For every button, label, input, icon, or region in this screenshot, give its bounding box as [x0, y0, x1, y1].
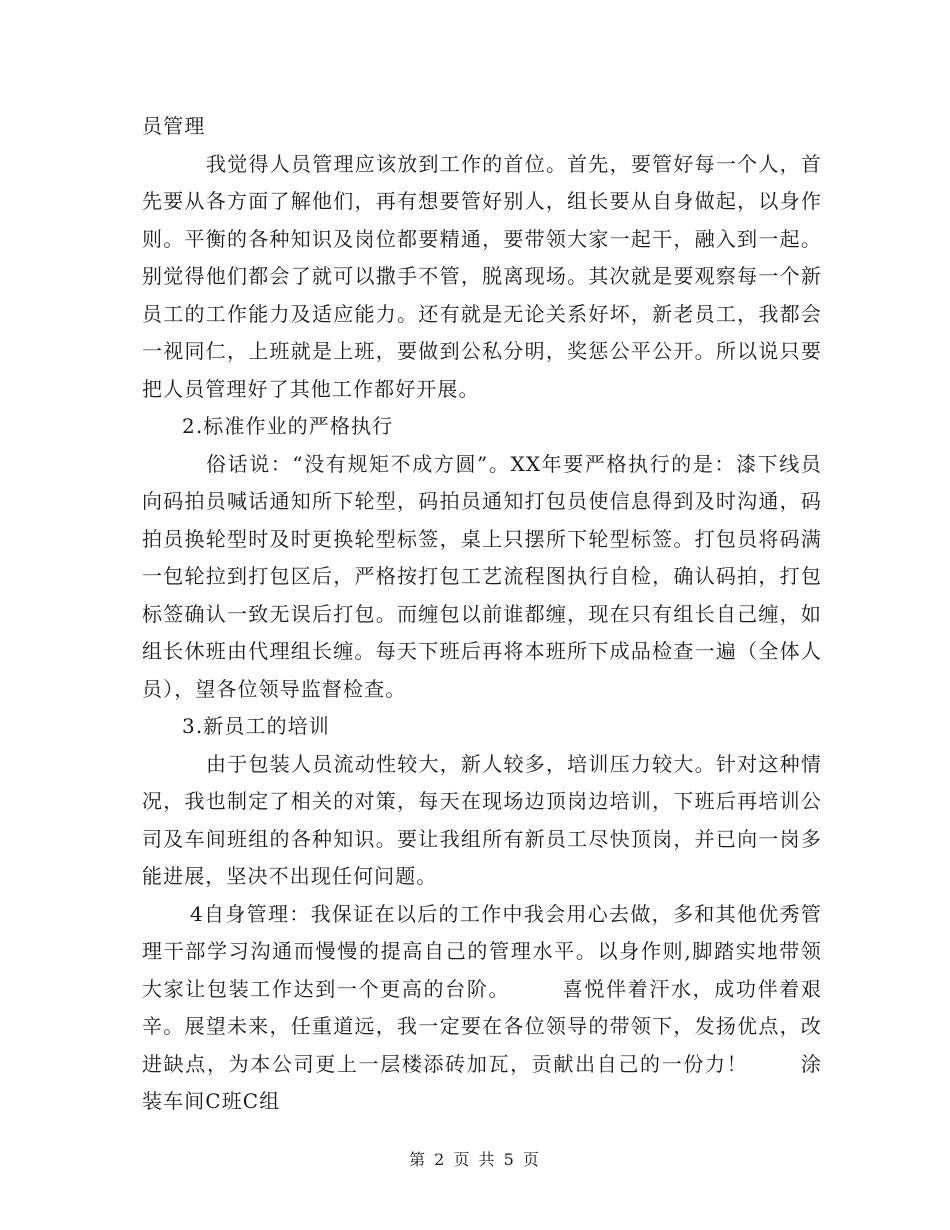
page-number-footer: 第 2 页 共 5 页 [409, 1150, 541, 1169]
paragraph-standard-operation: 俗话说：“没有规矩不成方圆”。XX年要严格执行的是：漆下线员向码拍员喊话通知所下轮型，码拍员通知打包员使信息得到及时沟通，码拍员换轮型时及时更换轮型标签，桌上只摆所下轮型标签。打包员将码满一包轮拉到打包区后，严格按打包工艺流程图执行自检，确认码拍，打包标签确认一致无误后打包。而缠包以前谁都缠，现在只有组长自己缠，如组长休班由代理组长缠。每天下班后再将本班所下成品检查一遍（全体人员），望各位领导监督检查。 [142, 451, 822, 701]
signature: 涂装车间C班C组 [142, 1051, 822, 1113]
section-heading-2: 2.标准作业的严格执行 [182, 414, 394, 438]
closing-text: 喜悦伴着汗水，成功伴着艰辛。展望未来，任重道远，我一定要在各位领导的带领下，发扬优点，改进缺点，为本公司更上一层楼添砖加瓦，贡献出自己的一份力！ [142, 976, 822, 1076]
paragraph-new-staff-training: 由于包装人员流动性较大，新人较多，培训压力较大。针对这种情况，我也制定了相关的对策，每天在现场边顶岗边培训，下班后再培训公司及车间班组的各种知识。要让我组所有新员工尽快顶岗，并已向一岗多能进展，坚决不出现任何问题。 [142, 751, 822, 888]
paragraph-people-management: 我觉得人员管理应该放到工作的首位。首先，要管好每一个人，首先要从各方面了解他们，再有想要管好别人，组长要从自身做起，以身作则。平衡的各种知识及岗位都要精通，要带领大家一起干，融入到一起。别觉得他们都会了就可以撒手不管，脱离现场。其次就是要观察每一个新员工的工作能力及适应能力。还有就是无论关系好坏，新老员工，我都会一视同仁，上班就是上班，要做到公私分明，奖惩公平公开。所以说只要把人员管理好了其他工作都好开展。 [142, 151, 822, 401]
section-heading-3: 3.新员工的培训 [182, 714, 330, 738]
paragraph-self-management [142, 896, 822, 1121]
self-management-text: 4自身管理：我保证在以后的工作中我会用心去做，多和其他优秀管理干部学习沟通而慢慢的提高自己的管理水平。以身作则,脚踏实地带领大家让包装工作达到一个更高的台阶。 [142, 901, 822, 1001]
document-body [142, 108, 822, 1121]
intro-line: 员管理 [142, 114, 206, 138]
